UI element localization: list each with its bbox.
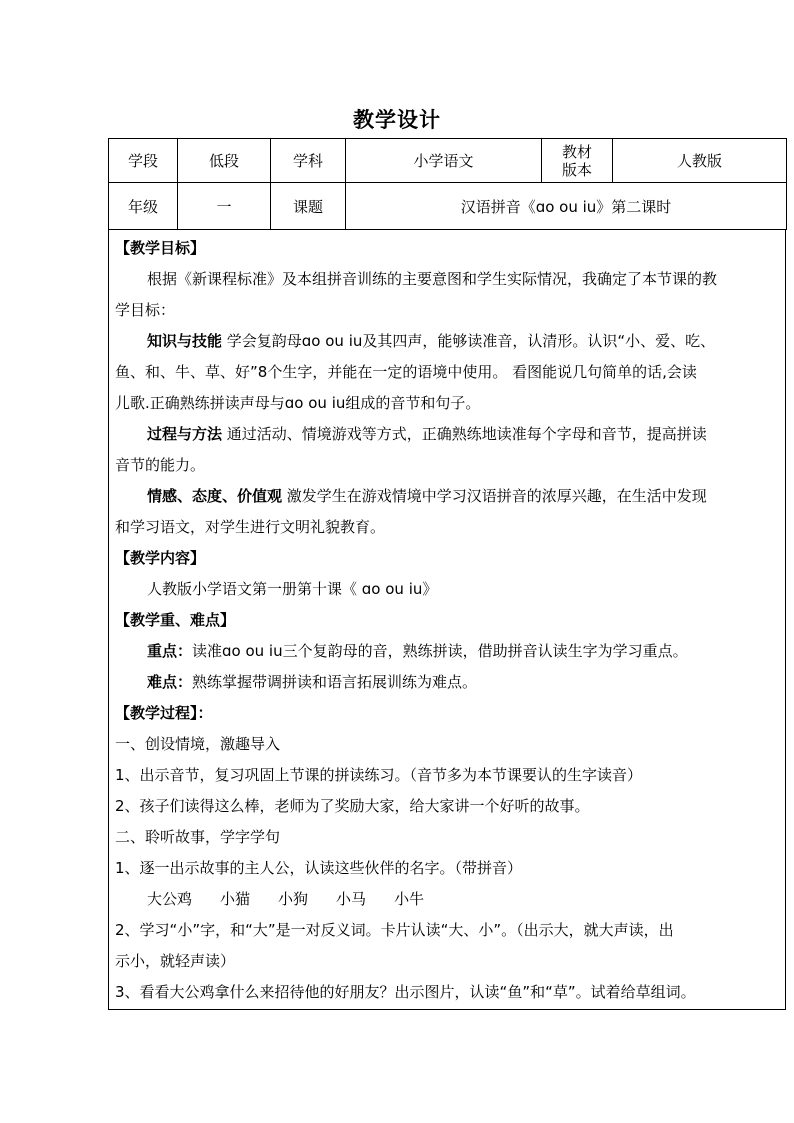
character-name: 小马 xyxy=(336,890,367,908)
process-line-1: 一、创设情境，激趣导入 xyxy=(115,735,281,753)
info-row-2 xyxy=(109,183,787,230)
key-point-label: 重点： xyxy=(147,642,193,660)
cell-stage-value: 低段 xyxy=(178,139,271,183)
knowledge-line-2: 鱼、和、牛、草、好”8个生字，并能在一定的语境中使用。 看图能说几句简单的话,会读 xyxy=(115,363,697,381)
character-name: 小狗 xyxy=(278,890,309,908)
process-line-2: 1、出示音节，复习巩固上节课的拼读练习。（音节多为本节课要认的生字读音） xyxy=(115,766,643,784)
page-title: 教学设计 xyxy=(353,108,441,132)
lesson-content-box xyxy=(108,229,786,1010)
cell-edition-label xyxy=(542,139,613,183)
cell-stage-label: 学段 xyxy=(109,139,178,183)
knowledge-line-1 xyxy=(115,326,779,357)
section-heading-process: 【教学过程】： xyxy=(115,704,213,722)
cell-subject-value: 小学语文 xyxy=(346,139,542,183)
emotion-label: 情感、态度、价值观 xyxy=(147,487,283,505)
knowledge-text-1: 学会复韵母ɑo ou iu及其四声，能够读准音，认清形。认识“小、爱、吃、 xyxy=(222,332,716,350)
character-names-line xyxy=(115,884,779,915)
character-name: 小牛 xyxy=(394,890,425,908)
difficulty-text: 熟练掌握带调拼读和语言拓展训练为难点。 xyxy=(192,673,478,691)
content-line-1: 人教版小学语文第一册第十课《 ɑo ou iu》 xyxy=(147,580,438,598)
character-name: 小猫 xyxy=(220,890,251,908)
section-heading-goals: 【教学目标】 xyxy=(115,239,206,257)
knowledge-line-3: 儿歌.正确熟练拼读声母与ɑo ou iu组成的音节和句子。 xyxy=(115,394,481,412)
process-line-6: 2、学习“小”字，和“大”是一对反义词。卡片认读“大、小”。（出示大，就大声读，出 xyxy=(115,921,674,939)
process-line-3: 2、孩子们读得这么棒，老师为了奖励大家，给大家讲一个好听的故事。 xyxy=(115,797,590,815)
method-label: 过程与方法 xyxy=(147,425,223,443)
difficulty-label: 难点： xyxy=(147,673,193,691)
cell-grade-value: 一 xyxy=(178,183,271,230)
cell-edition-value: 人教版 xyxy=(613,139,787,183)
process-line-7: 示小，就轻声读） xyxy=(115,952,236,970)
method-text-1: 通过活动、情境游戏等方式，正确熟练地读准每个字母和音节，提高拼读 xyxy=(222,425,707,443)
emotion-line-2: 和学习语文，对学生进行文明礼貌教育。 xyxy=(115,518,386,536)
lesson-info-table xyxy=(108,138,787,230)
cell-topic-label: 课题 xyxy=(271,183,346,230)
emotion-text-1: 激发学生在游戏情境中学习汉语拼音的浓厚兴趣，在生活中发现 xyxy=(282,487,707,505)
emotion-line-1 xyxy=(115,481,779,512)
section-heading-key-points: 【教学重、难点】 xyxy=(115,611,236,629)
process-line-8: 3、看看大公鸡拿什么来招待他的好朋友？出示图片，认读“鱼”和“草”。试着给草组词。 xyxy=(115,983,696,1001)
method-line-1 xyxy=(115,419,779,450)
key-point-line xyxy=(115,636,779,667)
process-line-4: 二、聆听故事，学字学句 xyxy=(115,828,281,846)
cell-subject-label: 学科 xyxy=(271,139,346,183)
edition-label-line-2: 版本 xyxy=(561,160,592,179)
section-heading-content: 【教学内容】 xyxy=(115,549,206,567)
goal-paragraph-line-2: 学目标： xyxy=(115,301,176,319)
cell-grade-label: 年级 xyxy=(109,183,178,230)
difficulty-line xyxy=(115,667,779,698)
knowledge-label: 知识与技能 xyxy=(147,332,223,350)
key-point-text: 读准ɑo ou iu三个复韵母的音，熟练拼读，借助拼音认读生字为学习重点。 xyxy=(192,642,688,660)
character-name: 大公鸡 xyxy=(147,890,193,908)
cell-topic-value: 汉语拼音《ɑo ou iu》第二课时 xyxy=(346,183,787,230)
edition-label-line-1: 教材 xyxy=(561,142,592,161)
goal-paragraph-line-1: 根据《新课程标准》及本组拼音训练的主要意图和学生实际情况，我确定了本节课的教 xyxy=(147,270,718,288)
info-row-1 xyxy=(109,139,787,183)
method-line-2: 音节的能力。 xyxy=(115,456,206,474)
process-line-5: 1、逐一出示故事的主人公，认读这些伙伴的名字。（带拼音） xyxy=(115,859,523,877)
